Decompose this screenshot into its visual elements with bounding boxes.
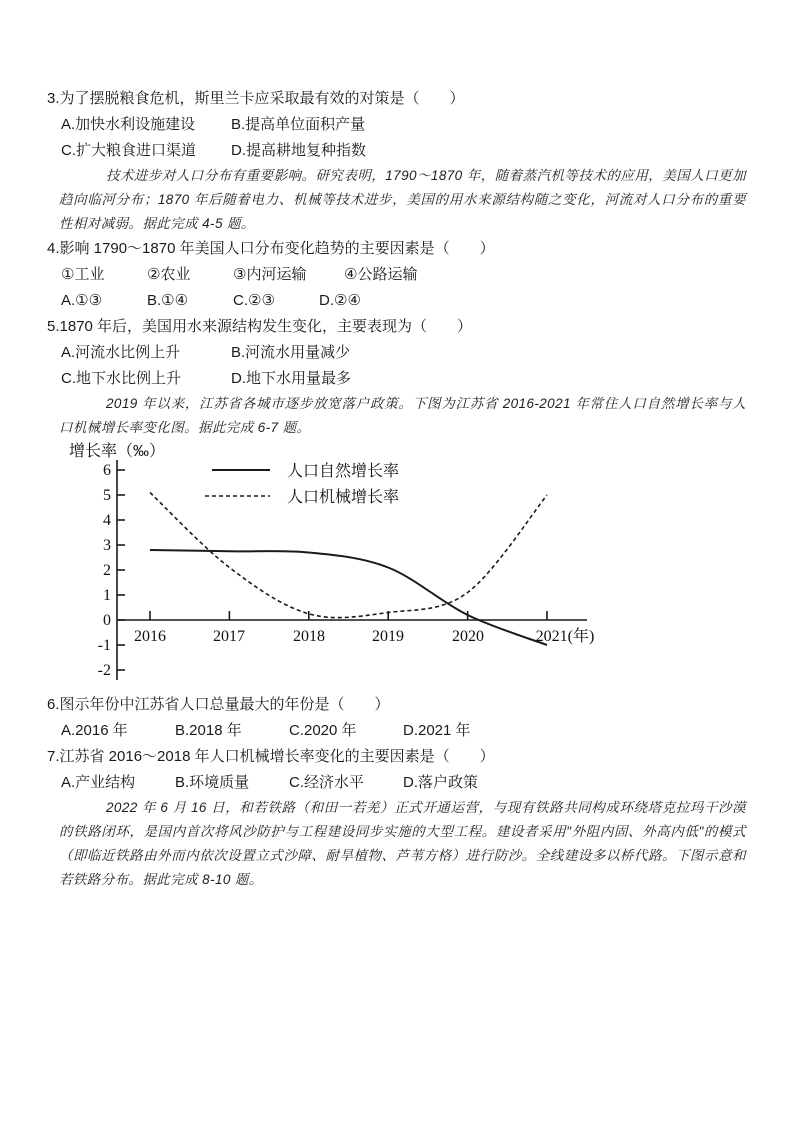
- sub-option-2: ②农业: [147, 266, 191, 283]
- question-5-options-cd: [47, 366, 746, 392]
- y-tick: -2: [97, 662, 111, 679]
- question-7-options: [47, 770, 746, 796]
- chart-legend: [205, 462, 399, 506]
- y-tick: 4: [103, 512, 111, 529]
- sub-option-3: ③内河运输: [233, 266, 307, 283]
- question-3-options-ab: [47, 112, 746, 138]
- y-tick-labels: [98, 462, 111, 679]
- legend-solid-label: 人口自然增长率: [287, 463, 400, 480]
- x-tick: 2019: [372, 628, 404, 645]
- growth-rate-chart-block: [47, 440, 746, 692]
- question-4: [47, 236, 746, 314]
- question-7: [47, 744, 746, 796]
- question-3: [47, 86, 746, 164]
- legend-dashed-label: 人口机械增长率: [287, 489, 400, 506]
- series-dashed: [150, 493, 547, 618]
- x-tick: 2017: [213, 628, 245, 645]
- question-4-stem: 4.影响 1790～1870 年美国人口分布变化趋势的主要因素是（ ）: [47, 240, 495, 257]
- x-tick: 2016: [134, 628, 166, 645]
- option-c: C.②③: [233, 292, 275, 309]
- y-axis-title: 增长率（‰）: [69, 443, 166, 460]
- option-d: D.2021 年: [403, 722, 471, 739]
- question-5-stem: 5.1870 年后，美国用水来源结构发生变化，主要表现为（ ）: [47, 318, 473, 335]
- y-tick: 3: [103, 537, 111, 554]
- option-a: A.①③: [61, 292, 103, 309]
- option-c: C.2020 年: [289, 722, 357, 739]
- option-b: B.环境质量: [175, 774, 250, 791]
- series-solid: [150, 550, 547, 645]
- passage-heruo-railway: 2022 年 6 月 16 日，和若铁路（和田一若羌）正式开通运营，与现有铁路共同构成环绕塔克拉玛干沙漠的铁路闭环，是国内首次将风沙防护与工程建设同步实施的大型工程。建设者采用"外阻内固、外高内低"的模式（即临近铁路由外而内依次设置立式沙障、耐旱植物、芦苇方格）进行防沙。全线建设多以桥代路。下图示意和若铁路分布。据此完成 8-10 题。: [59, 800, 746, 887]
- y-tick: 1: [103, 587, 111, 604]
- question-4-options: [47, 288, 746, 314]
- passage-technology-population: 技术进步对人口分布有重要影响。研究表明，1790～1870 年，随着蒸汽机等技术的应用，美国人口更加趋向临河分布；1870 年后随着电力、机械等技术进步，美国的用水来源结构随之变化，河流对人口分布的重要性相对减弱。据此完成 4-5 题。: [59, 168, 746, 231]
- option-a: A.产业结构: [61, 774, 136, 791]
- option-d: D.落户政策: [403, 774, 479, 791]
- option-b: B.2018 年: [175, 722, 242, 739]
- sub-option-4: ④公路运输: [344, 266, 418, 283]
- y-tick: -1: [97, 637, 111, 654]
- y-tick: 0: [103, 612, 111, 629]
- option-c: C.经济水平: [289, 774, 365, 791]
- option-c: C.地下水比例上升: [61, 370, 182, 387]
- option-c: C.扩大粮食进口渠道: [61, 142, 197, 159]
- sub-option-1: ①工业: [61, 266, 105, 283]
- option-a: A.2016 年: [61, 722, 128, 739]
- question-3-stem: 3.为了摆脱粮食危机，斯里兰卡应采取最有效的对策是（ ）: [47, 90, 465, 107]
- question-4-sub-options: [47, 262, 746, 288]
- question-6: [47, 692, 746, 744]
- option-d: D.地下水用量最多: [231, 370, 352, 387]
- y-tick: 6: [103, 462, 111, 479]
- question-3-options-cd: [47, 138, 746, 164]
- passage-jiangsu-population: 2019 年以来，江苏省各城市逐步放宽落户政策。下图为江苏省 2016-2021 年常住人口自然增长率与人口机械增长率变化图。据此完成 6-7 题。: [59, 396, 746, 435]
- option-d: D.提高耕地复种指数: [231, 142, 367, 159]
- x-tick: 2021(年): [535, 628, 595, 645]
- option-d: D.②④: [319, 292, 361, 309]
- y-tick: 5: [103, 487, 111, 504]
- option-b: B.提高单位面积产量: [231, 116, 366, 133]
- question-5: [47, 314, 746, 392]
- question-6-options: [47, 718, 746, 744]
- question-5-options-ab: [47, 340, 746, 366]
- question-7-stem: 7.江苏省 2016～2018 年人口机械增长率变化的主要因素是（ ）: [47, 748, 495, 765]
- x-tick-labels: [134, 626, 594, 645]
- growth-rate-chart: [47, 440, 667, 692]
- y-tick: 2: [103, 562, 111, 579]
- x-tick: 2020: [452, 628, 484, 645]
- option-a: A.加快水利设施建设: [61, 116, 196, 133]
- option-b: B.河流水用量减少: [231, 344, 351, 361]
- x-tick: 2018: [293, 628, 325, 645]
- option-a: A.河流水比例上升: [61, 344, 181, 361]
- question-6-stem: 6.图示年份中江苏省人口总量最大的年份是（ ）: [47, 696, 390, 713]
- option-b: B.①④: [147, 292, 189, 309]
